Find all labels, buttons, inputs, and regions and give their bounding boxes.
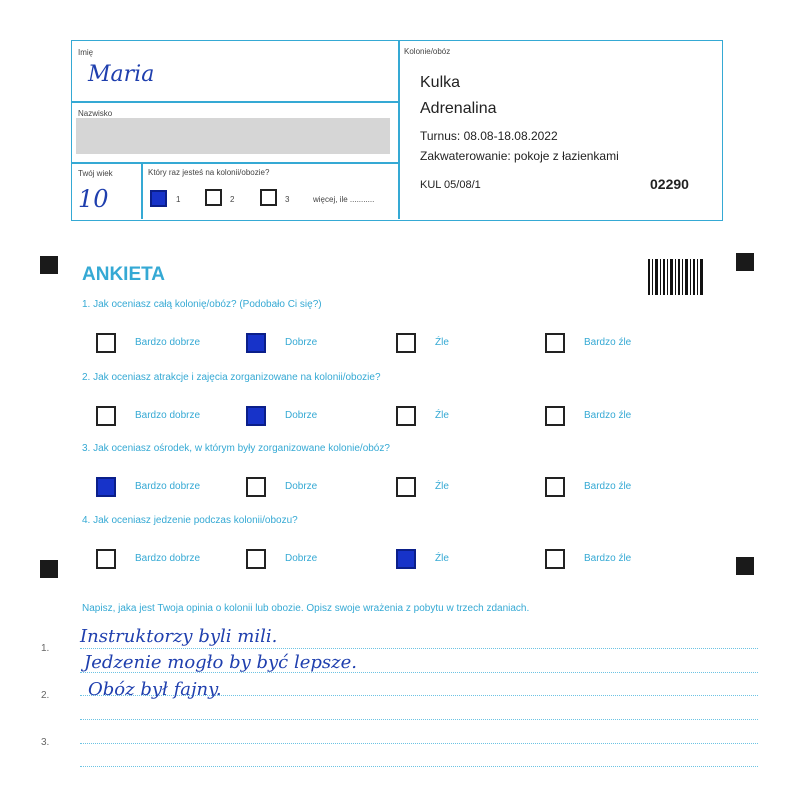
question-3-checkbox-2[interactable] bbox=[246, 477, 266, 497]
imie-label: Imię bbox=[78, 48, 94, 57]
question-4-option-label: Bardzo źle bbox=[584, 553, 632, 564]
ktory-raz-checkbox-3[interactable] bbox=[260, 189, 277, 206]
ktory-raz-checkbox-1[interactable] bbox=[150, 190, 167, 207]
answer-line bbox=[80, 743, 758, 744]
turnus: Turnus: 08.08-18.08.2022 bbox=[420, 129, 558, 143]
imie-value[interactable]: Maria bbox=[88, 62, 155, 87]
wiek-label: Twój wiek bbox=[78, 169, 113, 178]
question-3-option-label: Źle bbox=[435, 481, 449, 492]
answer-text-2[interactable]: Jedzenie mogło by być lepsze. bbox=[84, 652, 358, 673]
ktory-raz-option-1: 1 bbox=[176, 195, 181, 204]
ktory-raz-label: Który raz jesteś na kolonii/obozie? bbox=[148, 168, 270, 177]
question-2-checkbox-2[interactable] bbox=[246, 406, 266, 426]
line-number-1: 1. bbox=[41, 643, 50, 654]
question-1-text: 1. Jak oceniasz całą kolonię/obóz? (Podobało Ci się?) bbox=[82, 299, 322, 310]
form-number: 02290 bbox=[650, 176, 689, 192]
question-1-option-label: Bardzo dobrze bbox=[135, 337, 201, 348]
question-4-option-label: Źle bbox=[435, 553, 449, 564]
question-2-option-label: Bardzo dobrze bbox=[135, 410, 201, 421]
question-3-checkbox-3[interactable] bbox=[396, 477, 416, 497]
question-3-text: 3. Jak oceniasz ośrodek, w którym były zorganizowane kolonie/obóz? bbox=[82, 443, 390, 454]
answer-text-1[interactable]: Instruktorzy byli mili. bbox=[80, 626, 278, 647]
question-4-checkbox-1[interactable] bbox=[96, 549, 116, 569]
question-1-option-label: Dobrze bbox=[285, 337, 318, 348]
question-4-checkbox-2[interactable] bbox=[246, 549, 266, 569]
question-4-text: 4. Jak oceniasz jedzenie podczas kolonii/obozu? bbox=[82, 515, 298, 526]
question-2-text: 2. Jak oceniasz atrakcje i zajęcia zorganizowane na kolonii/obozie? bbox=[82, 372, 381, 383]
question-1-checkbox-1[interactable] bbox=[96, 333, 116, 353]
question-4-option-label: Bardzo dobrze bbox=[135, 553, 201, 564]
question-2-option-label: Dobrze bbox=[285, 410, 318, 421]
question-4-option-label: Dobrze bbox=[285, 553, 318, 564]
question-3-checkbox-4[interactable] bbox=[545, 477, 565, 497]
question-2-checkbox-3[interactable] bbox=[396, 406, 416, 426]
question-3-option-label: Bardzo źle bbox=[584, 481, 632, 492]
registration-marker-top-right bbox=[736, 253, 754, 271]
kolonia-label: Kolonie/obóz bbox=[404, 47, 451, 56]
registration-marker-bottom-left bbox=[40, 560, 58, 578]
answer-text-3[interactable]: Obóz był fajny. bbox=[88, 679, 222, 700]
question-1-checkbox-4[interactable] bbox=[545, 333, 565, 353]
ktory-raz-option-more: więcej, ile ........... bbox=[313, 195, 375, 204]
answer-line bbox=[80, 766, 758, 767]
question-2-checkbox-4[interactable] bbox=[545, 406, 565, 426]
question-4-checkbox-4[interactable] bbox=[545, 549, 565, 569]
nazwisko-label: Nazwisko bbox=[78, 109, 113, 118]
question-3-option-label: Bardzo dobrze bbox=[135, 481, 201, 492]
barcode-icon bbox=[648, 259, 704, 295]
question-2-checkbox-1[interactable] bbox=[96, 406, 116, 426]
question-1-checkbox-3[interactable] bbox=[396, 333, 416, 353]
kolonia-name-1: Kulka bbox=[420, 74, 461, 91]
answer-line bbox=[80, 719, 758, 720]
answer-line bbox=[80, 648, 758, 649]
question-2-option-label: Bardzo źle bbox=[584, 410, 632, 421]
ktory-raz-option-2: 2 bbox=[230, 195, 235, 204]
ktory-raz-checkbox-2[interactable] bbox=[205, 189, 222, 206]
registration-marker-bottom-right bbox=[736, 557, 754, 575]
opinion-prompt: Napisz, jaka jest Twoja opinia o kolonii lub obozie. Opisz swoje wrażenia z pobytu w trzech zdaniach. bbox=[82, 603, 530, 614]
wiek-value[interactable]: 10 bbox=[78, 185, 109, 213]
line-number-2: 2. bbox=[41, 690, 50, 701]
registration-marker-top-left bbox=[40, 256, 58, 274]
question-1-option-label: Bardzo źle bbox=[584, 337, 632, 348]
question-4-checkbox-3[interactable] bbox=[396, 549, 416, 569]
line-number-3: 3. bbox=[41, 737, 50, 748]
ktory-raz-option-3: 3 bbox=[285, 195, 290, 204]
kolonia-code: KUL 05/08/1 bbox=[420, 179, 481, 191]
question-3-option-label: Dobrze bbox=[285, 481, 318, 492]
question-2-option-label: Źle bbox=[435, 410, 449, 421]
zakwaterowanie: Zakwaterowanie: pokoje z łazienkami bbox=[420, 149, 619, 163]
survey-title: ANKIETA bbox=[82, 264, 166, 285]
question-1-option-label: Źle bbox=[435, 337, 449, 348]
nazwisko-redacted-field[interactable] bbox=[76, 118, 390, 154]
kolonia-name-2: Adrenalina bbox=[420, 100, 497, 117]
question-1-checkbox-2[interactable] bbox=[246, 333, 266, 353]
question-3-checkbox-1[interactable] bbox=[96, 477, 116, 497]
